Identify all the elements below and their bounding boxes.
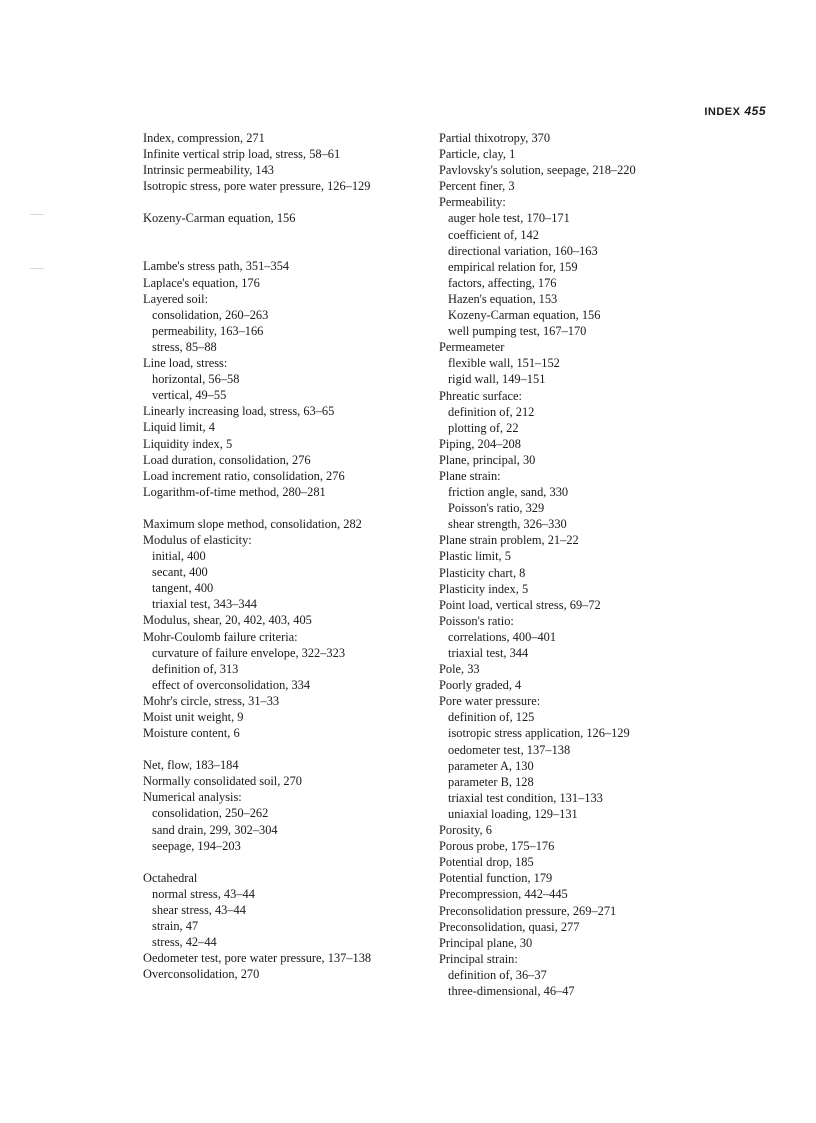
index-subentry: effect of overconsolidation, 334: [152, 677, 311, 692]
index-entry: Moisture content, 6: [143, 726, 240, 741]
index-subentry: parameter B, 128: [448, 774, 534, 789]
index-subentry: definition of, 212: [448, 404, 535, 419]
index-entry: Permeability:: [439, 195, 506, 210]
index-entry: Layered soil:: [143, 291, 209, 306]
index-entry: Laplace's equation, 176: [143, 275, 260, 290]
index-subentry: stress, 85–88: [152, 339, 217, 354]
index-subentry: rigid wall, 149–151: [448, 372, 546, 387]
index-entry: Plasticity chart, 8: [439, 565, 526, 580]
index-entry: Octahedral: [143, 870, 198, 885]
index-entry: Modulus of elasticity:: [143, 532, 252, 547]
index-entry: Porous probe, 175–176: [439, 839, 555, 854]
index-subentry: shear strength, 326–330: [448, 517, 567, 532]
index-subentry: definition of, 125: [448, 710, 535, 725]
index-entry: Preconsolidation, quasi, 277: [439, 919, 580, 934]
index-entry: Plastic limit, 5: [439, 549, 511, 564]
index-entry: Mohr-Coulomb failure criteria:: [143, 629, 298, 644]
index-entry: Pole, 33: [439, 662, 480, 677]
index-subentry: Hazen's equation, 153: [448, 291, 558, 306]
index-entry: Intrinsic permeability, 143: [143, 163, 274, 178]
index-subentry: definition of, 313: [152, 661, 239, 676]
index-subentry: consolidation, 260–263: [152, 307, 269, 322]
index-column-right: [439, 130, 739, 999]
index-subentry: permeability, 163–166: [152, 323, 264, 338]
index-entry: Partial thixotropy, 370: [439, 131, 551, 145]
index-entry: Modulus, shear, 20, 402, 403, 405: [143, 613, 312, 628]
index-entry: Mohr's circle, stress, 31–33: [143, 693, 280, 708]
index-subentry: seepage, 194–203: [152, 838, 241, 853]
index-subentry: consolidation, 250–262: [152, 806, 269, 821]
index-column-left: [143, 130, 433, 982]
index-subentry: factors, affecting, 176: [448, 275, 557, 290]
index-entry: Load increment ratio, consolidation, 276: [143, 468, 345, 483]
index-entry: Infinite vertical strip load, stress, 58–61: [143, 147, 341, 162]
index-entry: Pavlovsky's solution, seepage, 218–220: [439, 163, 636, 178]
index-subentry: vertical, 49–55: [152, 388, 227, 403]
index-entry: Logarithm-of-time method, 280–281: [143, 484, 326, 499]
index-subentry: normal stress, 43–44: [152, 886, 255, 901]
index-entry: Pore water pressure:: [439, 694, 541, 709]
index-subentry: three-dimensional, 46–47: [448, 983, 575, 998]
index-entry: Plane strain problem, 21–22: [439, 533, 579, 548]
index-subentry: definition of, 36–37: [448, 967, 547, 982]
index-subentry: secant, 400: [152, 565, 208, 580]
page-number: 455: [744, 104, 766, 118]
index-subentry: coefficient of, 142: [448, 227, 539, 242]
index-entry: Poorly graded, 4: [439, 678, 522, 693]
index-subentry: directional variation, 160–163: [448, 243, 598, 258]
index-entry: Isotropic stress, pore water pressure, 126–129: [143, 179, 371, 194]
index-entry: Kozeny-Carman equation, 156: [143, 211, 296, 226]
index-entry: Lambe's stress path, 351–354: [143, 259, 290, 274]
index-subentry: Poisson's ratio, 329: [448, 501, 545, 516]
running-head-label: INDEX: [704, 106, 741, 118]
index-subentry: correlations, 400–401: [448, 629, 557, 644]
index-entry: Plasticity index, 5: [439, 581, 529, 596]
scan-artifact: [30, 214, 44, 215]
index-subentry: well pumping test, 167–170: [448, 324, 587, 339]
index-entry: Point load, vertical stress, 69–72: [439, 597, 601, 612]
index-entry: Poisson's ratio:: [439, 613, 514, 628]
index-subentry: shear stress, 43–44: [152, 902, 246, 917]
index-entry: Principal plane, 30: [439, 935, 533, 950]
index-entry: Porosity, 6: [439, 823, 492, 838]
index-subentry: oedometer test, 137–138: [448, 742, 571, 757]
index-entry: Maximum slope method, consolidation, 282: [143, 516, 362, 531]
index-subentry: triaxial test condition, 131–133: [448, 790, 603, 805]
index-entry: Liquid limit, 4: [143, 420, 215, 435]
index-entry: Piping, 204–208: [439, 436, 521, 451]
index-entry: Linearly increasing load, stress, 63–65: [143, 404, 335, 419]
index-subentry: auger hole test, 170–171: [448, 211, 570, 226]
index-entry: Precompression, 442–445: [439, 887, 568, 902]
index-entry: Preconsolidation pressure, 269–271: [439, 903, 617, 918]
index-subentry: flexible wall, 151–152: [448, 356, 560, 371]
index-subentry: friction angle, sand, 330: [448, 485, 569, 500]
index-subentry: plotting of, 22: [448, 420, 519, 435]
index-entry: Moist unit weight, 9: [143, 710, 244, 724]
index-entry: Normally consolidated soil, 270: [143, 774, 302, 789]
index-subentry: sand drain, 299, 302–304: [152, 822, 278, 837]
index-subentry: triaxial test, 344: [448, 646, 529, 660]
index-entry: Particle, clay, 1: [439, 147, 516, 162]
index-entry: Plane, principal, 30: [439, 452, 536, 467]
index-subentry: strain, 47: [152, 919, 199, 934]
index-entry: Plane strain:: [439, 468, 501, 483]
index-entry: Phreatic surface:: [439, 388, 522, 403]
index-entry: Overconsolidation, 270: [143, 967, 260, 982]
index-subentry: initial, 400: [152, 549, 206, 564]
index-subentry: parameter A, 130: [448, 758, 534, 773]
index-entry: Line load, stress:: [143, 356, 228, 371]
index-entry: Load duration, consolidation, 276: [143, 452, 311, 467]
running-head: [704, 104, 766, 118]
index-subentry: triaxial test, 343–344: [152, 597, 257, 612]
index-entry: Potential drop, 185: [439, 855, 534, 870]
index-subentry: empirical relation for, 159: [448, 259, 578, 274]
index-entry: Potential function, 179: [439, 871, 553, 886]
index-entry: Net, flow, 183–184: [143, 758, 239, 773]
index-entry: Numerical analysis:: [143, 790, 242, 805]
index-subentry: isotropic stress application, 126–129: [448, 726, 630, 741]
index-entry: Oedometer test, pore water pressure, 137–138: [143, 951, 372, 966]
index-entry: Permeameter: [439, 340, 505, 355]
index-entry: Principal strain:: [439, 951, 518, 966]
index-entry: Liquidity index, 5: [143, 436, 233, 451]
index-subentry: stress, 42–44: [152, 935, 217, 950]
index-subentry: curvature of failure envelope, 322–323: [152, 645, 346, 660]
index-subentry: uniaxial loading, 129–131: [448, 806, 578, 821]
index-subentry: horizontal, 56–58: [152, 372, 240, 387]
scan-artifact: [30, 268, 44, 269]
index-subentry: Kozeny-Carman equation, 156: [448, 308, 601, 323]
index-entry: Index, compression, 271: [143, 131, 265, 145]
index-subentry: tangent, 400: [152, 581, 214, 596]
index-entry: Percent finer, 3: [439, 179, 515, 194]
